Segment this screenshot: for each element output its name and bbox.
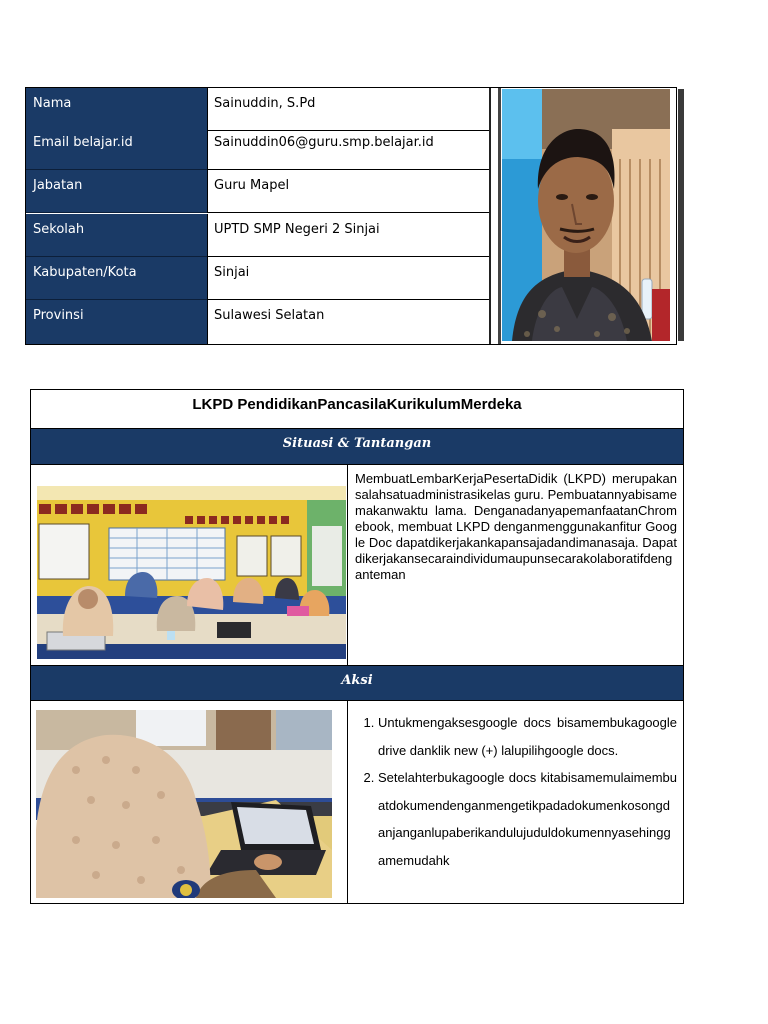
profile-value: Sinjai bbox=[207, 257, 489, 300]
profile-label: Nama bbox=[26, 88, 207, 131]
profile-row-email bbox=[26, 127, 502, 170]
profile-value: Sainuddin, S.Pd bbox=[207, 88, 489, 131]
situasi-photo-cell bbox=[31, 465, 348, 665]
profile-label: Provinsi bbox=[26, 300, 207, 344]
student-laptop-photo bbox=[36, 710, 332, 898]
profile-value: Sainuddin06@guru.smp.belajar.id bbox=[207, 127, 489, 170]
profile-row-sekolah bbox=[26, 214, 502, 257]
aksi-steps bbox=[348, 701, 683, 874]
profile-row-provinsi bbox=[26, 300, 502, 344]
photo-frame-edge bbox=[678, 89, 684, 341]
aksi-header: Aksi bbox=[31, 665, 683, 701]
profile-value: UPTD SMP Negeri 2 Sinjai bbox=[207, 214, 489, 257]
profile-value: Guru Mapel bbox=[207, 170, 489, 213]
profile-row-kabupaten bbox=[26, 257, 502, 300]
profile-row-nama bbox=[26, 88, 502, 131]
profile-photo bbox=[502, 89, 670, 341]
aksi-step: 1. Untukmengaksesgoogle docs bisamembukagoogle drive danklik new (+) lalupilihgoogle docs. bbox=[378, 709, 677, 764]
column-divider bbox=[498, 88, 501, 344]
aksi-photo-cell bbox=[31, 701, 348, 903]
profile-table bbox=[25, 87, 677, 345]
situasi-header: Situasi & Tantangan bbox=[31, 429, 683, 465]
column-divider bbox=[489, 88, 491, 344]
profile-row-jabatan bbox=[26, 170, 502, 213]
aksi-step: 2. Setelahterbukagoogle docs kitabisamemulaimembuatdokumendenganmengetikpadadokumenkosongdanjanganlupaberikandulujuduldokumennyasehinggamemudahk bbox=[378, 764, 677, 874]
classroom-photo bbox=[37, 486, 346, 659]
situasi-description: MembuatLembarKerjaPesertaDidik (LKPD) merupakansalahsatuadministrasikelas guru. Pembuatannyabisamemakanwaktu lama. DenganadanyapemanfaatanChromebook, membuat LKPD denganmenggunakanfitur Google Doc dapatdikerjakankapansajadandimanasaja. Dapatdikerjakansecaraindividumaupunsecarakolaboratifdenganteman bbox=[355, 471, 677, 582]
situasi-text-cell bbox=[348, 465, 683, 665]
lkpd-table bbox=[30, 389, 684, 904]
profile-label: Kabupaten/Kota bbox=[26, 257, 207, 300]
profile-label: Email belajar.id bbox=[26, 127, 207, 170]
profile-label: Sekolah bbox=[26, 214, 207, 257]
profile-value: Sulawesi Selatan bbox=[207, 300, 489, 344]
aksi-text-cell bbox=[348, 701, 683, 903]
profile-label: Jabatan bbox=[26, 170, 207, 213]
lkpd-title: LKPD PendidikanPancasilaKurikulumMerdeka bbox=[31, 390, 683, 429]
